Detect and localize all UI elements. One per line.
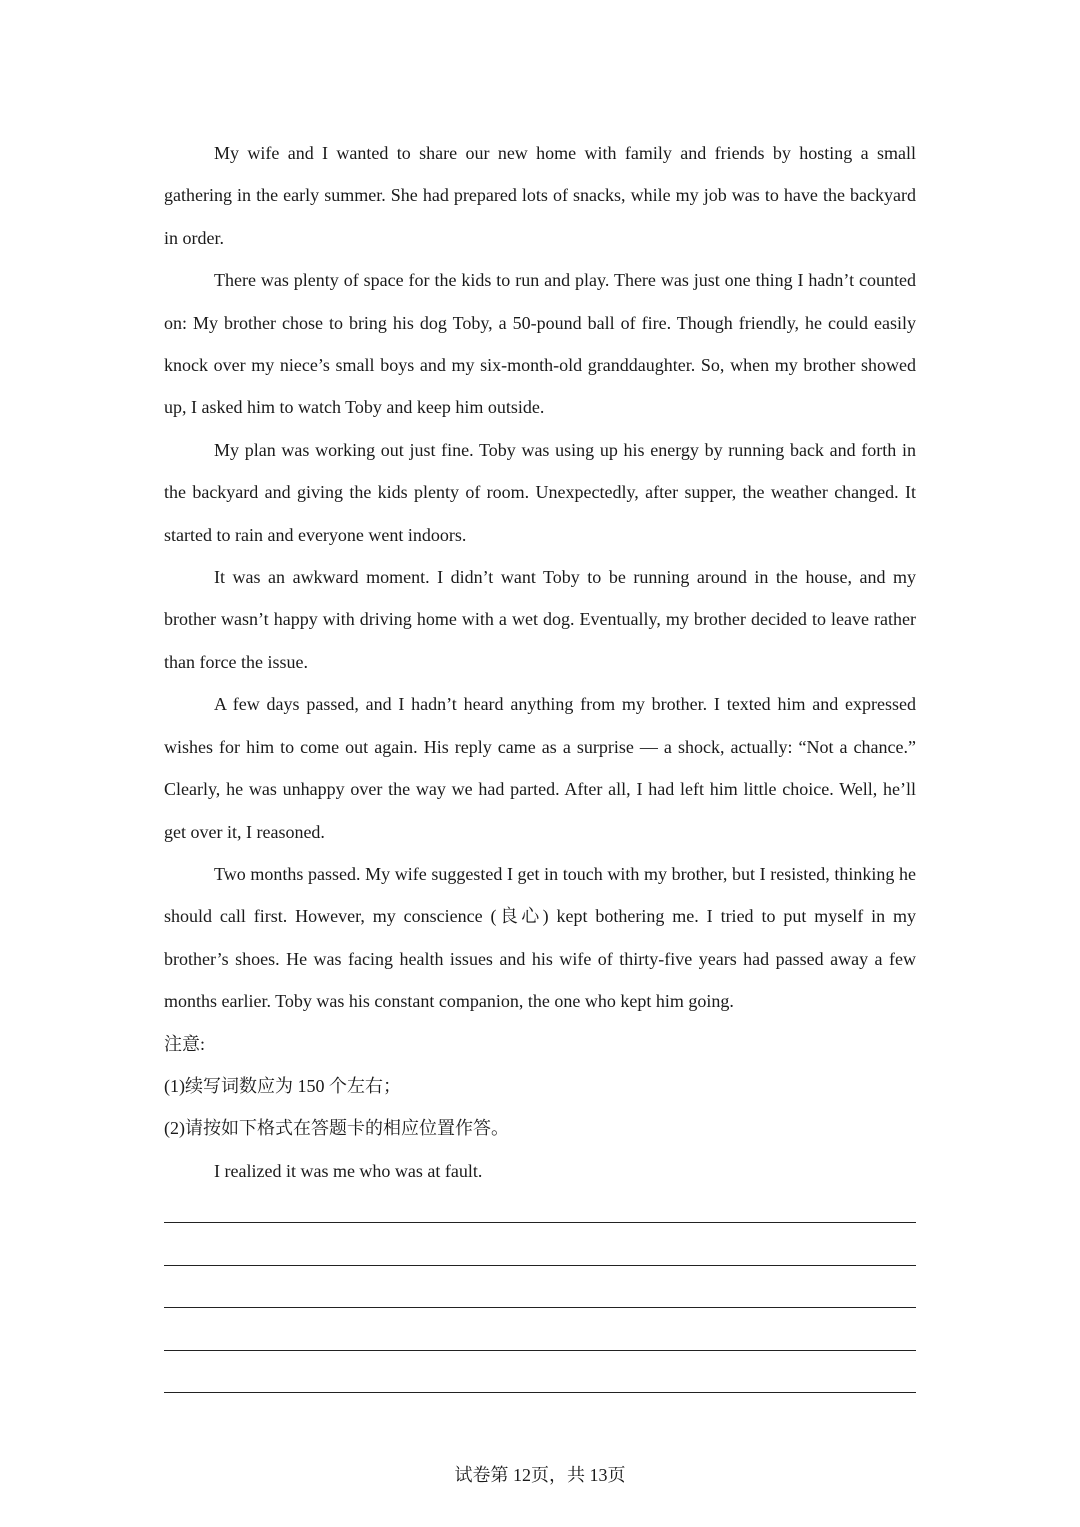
notes-title: 注意:: [164, 1033, 206, 1054]
passage-content: [164, 132, 916, 1192]
answer-line-3[interactable]: [164, 1307, 916, 1308]
answer-lines: [164, 1222, 916, 1435]
answer-line-1[interactable]: [164, 1222, 916, 1223]
page-footer: 试卷第 12页，共 13页: [454, 1465, 626, 1485]
passage-paragraph-2: There was plenty of space for the kids to run and play. There was just one thing I hadn’t counted on: My brother chose to bring his dog Toby, a 50-pound ball of fire. Though friendly, he could easily knock over my niece’s small boys and my six-month-old granddaughter. So, when my brother showed up, I asked him to watch Toby and keep him outside.: [164, 270, 916, 418]
note-item-2: (2)请按如下格式在答题卡的相应位置作答。: [164, 1118, 509, 1139]
answer-line-2[interactable]: [164, 1265, 916, 1266]
passage-paragraph-6: Two months passed. My wife suggested I get in touch with my brother, but I resisted, thinking he should call first. However, my conscience (良心) kept bothering me. I tried to put myself in my brother’s shoes. He was facing health issues and his wife of thirty-five years had passed away a few months earlier. Toby was his constant companion, the one who kept him going.: [164, 863, 916, 1012]
continuation-start-sentence: I realized it was me who was at fault.: [214, 1160, 483, 1181]
passage-paragraph-4: It was an awkward moment. I didn’t want Toby to be running around in the house, and my brother wasn’t happy with driving home with a wet dog. Eventually, my brother decided to leave rather than force the issue.: [164, 567, 916, 672]
answer-line-5[interactable]: [164, 1392, 916, 1393]
answer-line-4[interactable]: [164, 1350, 916, 1351]
passage-paragraph-5: A few days passed, and I hadn’t heard anything from my brother. I texted him and expressed wishes for him to come out again. His reply came as a surprise — a shock, actually: “Not a chance.” Clearly, he was unhappy over the way we had parted. After all, I had left him little choice. Well, he’ll get over it, I reasoned.: [164, 694, 916, 842]
passage-paragraph-1: My wife and I wanted to share our new home with family and friends by hosting a small gathering in the early summer. She had prepared lots of snacks, while my job was to have the backyard in order.: [164, 143, 916, 248]
note-item-1: (1)续写词数应为 150 个左右；: [164, 1075, 401, 1096]
passage-paragraph-3: My plan was working out just fine. Toby was using up his energy by running back and forth in the backyard and giving the kids plenty of room. Unexpectedly, after supper, the weather changed. It started to rain and everyone went indoors.: [164, 439, 916, 545]
